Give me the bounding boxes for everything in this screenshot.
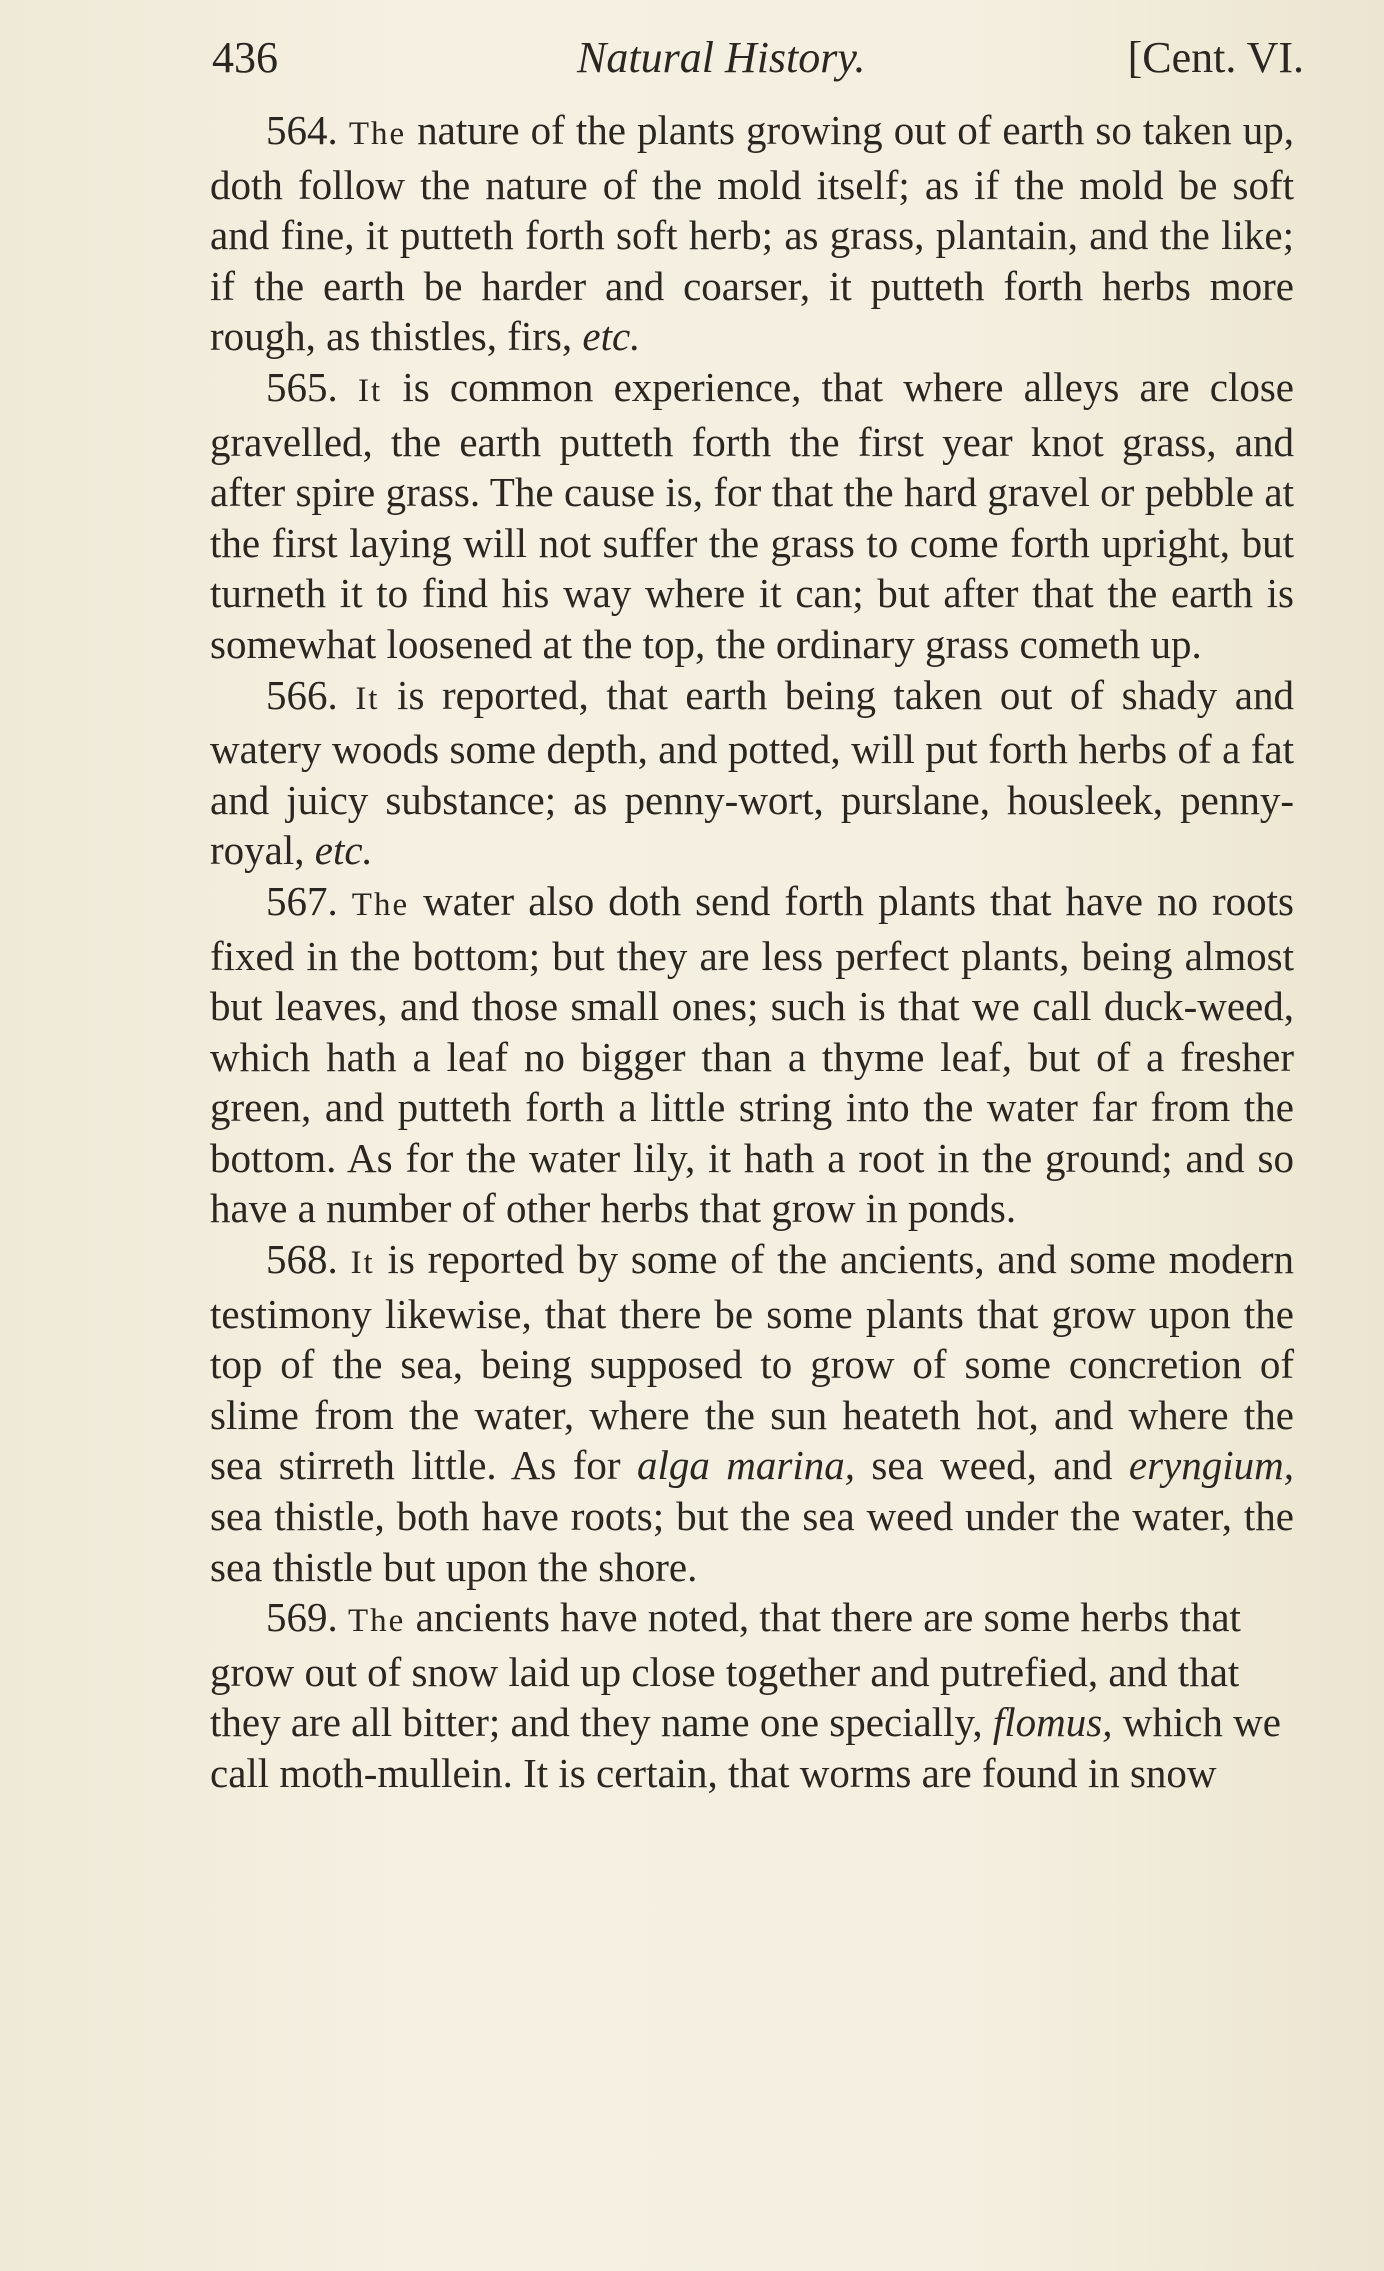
paragraph-number: 564.	[266, 107, 338, 153]
paragraph-lead-word: The	[348, 1603, 406, 1640]
section-marker: [Cent. VI.	[1127, 33, 1304, 82]
text-segment-italic: alga marina,	[636, 1442, 855, 1489]
paragraph-number: 569.	[266, 1594, 338, 1641]
text-segment: which we call moth-mullein. It is certain, that worms are found in snow	[210, 1699, 1281, 1796]
text-segment: sea thistle, both have roots; but the sea weed under the water, the sea thistle but upon the shore.	[210, 1493, 1294, 1590]
paragraph-number: 565.	[266, 363, 338, 410]
paragraph-lead-word: The	[348, 116, 407, 152]
text-segment-italic: flomus,	[992, 1699, 1113, 1746]
paragraph-lead-word: The	[351, 886, 410, 923]
paragraph	[210, 1592, 1294, 1798]
text-segment: is reported by some of the ancients, and some modern testimony likewise, that there be some plants that grow upon the top of the sea, being supposed to grow of some concretion of slime from the water, where the sun heateth hot, and where the sea stirreth little. As for	[210, 1236, 1295, 1489]
text-segment: is common experience, that where alleys are close gravelled, the earth putteth forth the first year knot grass, and after spire grass. The cause is, for that the hard gravel or pebble at the first laying will not suffer the grass to come forth upright, but turneth it to find his way where it can; but after that the earth is somewhat loosened at the top, the ordinary grass cometh up.	[210, 363, 1295, 667]
text-segment: sea weed, and	[854, 1442, 1129, 1489]
paragraph-lead-word: It	[357, 372, 383, 409]
paragraph-lead-word: It	[355, 680, 380, 717]
text-segment-italic: etc.	[582, 313, 641, 360]
paragraph	[210, 1234, 1294, 1592]
page-header	[212, 28, 1304, 88]
paragraph-number: 566.	[266, 671, 338, 718]
text-segment-italic: eryngium,	[1128, 1442, 1294, 1489]
page-number: 436	[212, 33, 278, 82]
text-segment-italic: etc.	[314, 827, 373, 874]
paragraph-number: 567.	[266, 877, 338, 924]
text-segment: water also doth send forth plants that have no roots fixed in the bottom; but they are less perfect plants, being almost but leaves, and those small ones; such is that we call duck-weed, which hath a leaf no bigger than a thyme leaf, but of a fresher green, and putteth forth a little string into the water far from the bottom. As for the water lily, it hath a root in the ground; and so have a number of other herbs that grow in ponds.	[210, 877, 1294, 1232]
paragraph-lead-word: It	[350, 1245, 375, 1282]
paragraph	[210, 362, 1294, 670]
paragraph	[210, 105, 1294, 362]
paragraph	[210, 670, 1294, 876]
text-segment: is reported, that earth being taken out of shady and watery woods some depth, and potted, will put forth herbs of a fat and juicy substance; as penny-wort, purslane, housleek, penny-royal,	[210, 671, 1294, 874]
paragraph-number: 568.	[266, 1236, 338, 1283]
text-segment: ancients have noted, that there are some herbs that grow out of snow laid up close together and putrefied, and that they are all bitter; and they name one specially,	[210, 1594, 1241, 1746]
running-title: Natural History.	[577, 33, 866, 82]
body-text	[210, 105, 1294, 1799]
text-segment: nature of the plants growing out of earth so taken up, doth follow the nature of the mold itself; as if the mold be soft and fine, it putteth forth soft herb; as grass, plantain, and the like; if the earth be harder and coarser, it putteth forth herbs more rough, as thistles, firs,	[210, 107, 1295, 360]
paragraph	[210, 876, 1294, 1234]
